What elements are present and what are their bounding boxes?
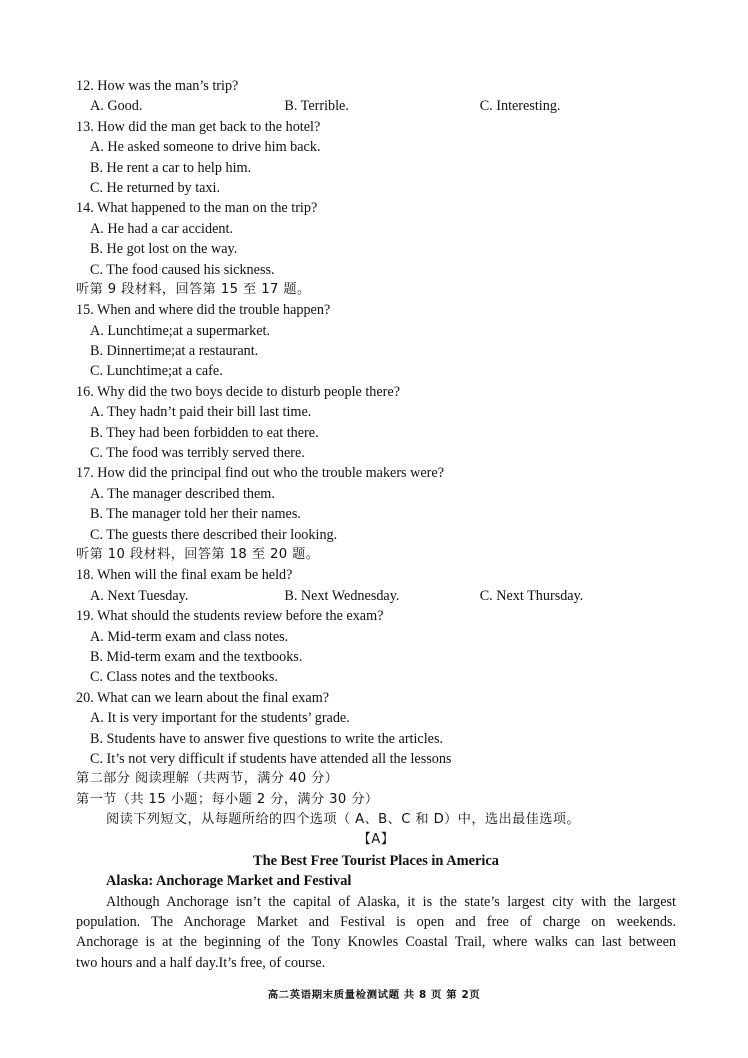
option-b: B. Mid-term exam and the textbooks. (90, 648, 303, 665)
option-a: A. They hadn’t paid their bill last time. (90, 404, 312, 421)
option-b: B. They had been forbidden to eat there. (90, 424, 319, 441)
passage-subtitle: Alaska: Anchorage Market and Festival (106, 873, 352, 890)
passage-line-2: population. The Anchorage Market and Festival is open and free of charge on weekends. (76, 914, 676, 931)
option-b: B. The manager told her their names. (90, 506, 301, 523)
question-18-options (76, 586, 676, 606)
passage-line-4: two hours and a half day.It’s free, of course. (76, 954, 326, 971)
passage-paragraph (76, 892, 676, 974)
option-b: B. Next Wednesday. (284, 587, 400, 604)
option-b: B. Students have to answer five questions to write the articles. (90, 730, 444, 747)
option-c: C. Lunchtime;at a cafe. (90, 363, 223, 380)
option-c: C. Next Thursday. (479, 587, 584, 604)
option-a: A. Next Tuesday. (90, 587, 189, 604)
page-content (76, 76, 676, 973)
option-a: A. Mid-term exam and class notes. (90, 628, 289, 645)
question-12-stem: 12. How was the man’s trip? (76, 78, 239, 94)
passage-line-1: Although Anchorage isn’t the capital of Alaska, it is the state’s largest city with the largest (106, 893, 676, 910)
option-a: A. It is very important for the students’ grade. (90, 710, 350, 727)
question-19-stem: 19. What should the students review before the exam? (76, 608, 384, 625)
option-a: A. Good. (90, 98, 143, 115)
option-b: B. He rent a car to help him. (90, 159, 252, 176)
question-12-options (76, 96, 676, 116)
section-2-header: 第二部分 阅读理解（共两节，满分 40 分） (76, 771, 339, 787)
option-c: C. Class notes and the textbooks. (90, 669, 278, 686)
passage-label: 【A】 (357, 832, 395, 848)
option-c: C. The food was terribly served there. (90, 445, 305, 462)
page-footer: 高二英语期末质量检测试题 共 8 页 第 2页 (267, 989, 481, 1001)
listening-instruction-9: 听第 9 段材料，回答第 15 至 17 题。 (76, 281, 311, 297)
option-b: B. Dinnertime;at a restaurant. (90, 343, 259, 360)
question-20-stem: 20. What can we learn about the final exam? (76, 689, 330, 706)
passage-title: The Best Free Tourist Places in America (253, 852, 499, 869)
option-c: C. Interesting. (479, 98, 561, 115)
option-a: A. He had a car accident. (90, 220, 233, 237)
option-a: A. Lunchtime;at a supermarket. (90, 322, 271, 339)
option-a: A. The manager described them. (90, 485, 275, 502)
option-c: C. It’s not very difficult if students have attended all the lessons (90, 750, 452, 767)
section-2-subheader: 第一节（共 15 小题；每小题 2 分，满分 30 分） (76, 791, 379, 807)
question-18-stem: 18. When will the final exam be held? (76, 567, 293, 584)
question-13-stem: 13. How did the man get back to the hotel? (76, 118, 321, 135)
option-a: A. He asked someone to drive him back. (90, 139, 321, 156)
question-16-stem: 16. Why did the two boys decide to disturb people there? (76, 383, 401, 400)
option-b: B. Terrible. (284, 98, 349, 115)
passage-line-3: Anchorage is at the beginning of the Tony Knowles Coastal Trail, where walks can last between (76, 934, 676, 951)
question-15-stem: 15. When and where did the trouble happen? (76, 302, 331, 319)
question-17-stem: 17. How did the principal find out who the trouble makers were? (76, 465, 444, 482)
section-2-instruction: 阅读下列短文，从每题所给的四个选项（ A、B、C 和 D）中，选出最佳选项。 (106, 812, 581, 828)
option-c: C. He returned by taxi. (90, 179, 221, 196)
listening-instruction-10: 听第 10 段材料，回答第 18 至 20 题。 (76, 546, 320, 562)
question-14-stem: 14. What happened to the man on the trip? (76, 200, 318, 217)
option-c: C. The guests there described their looking. (90, 526, 338, 543)
option-c: C. The food caused his sickness. (90, 261, 275, 278)
option-b: B. He got lost on the way. (90, 241, 238, 258)
